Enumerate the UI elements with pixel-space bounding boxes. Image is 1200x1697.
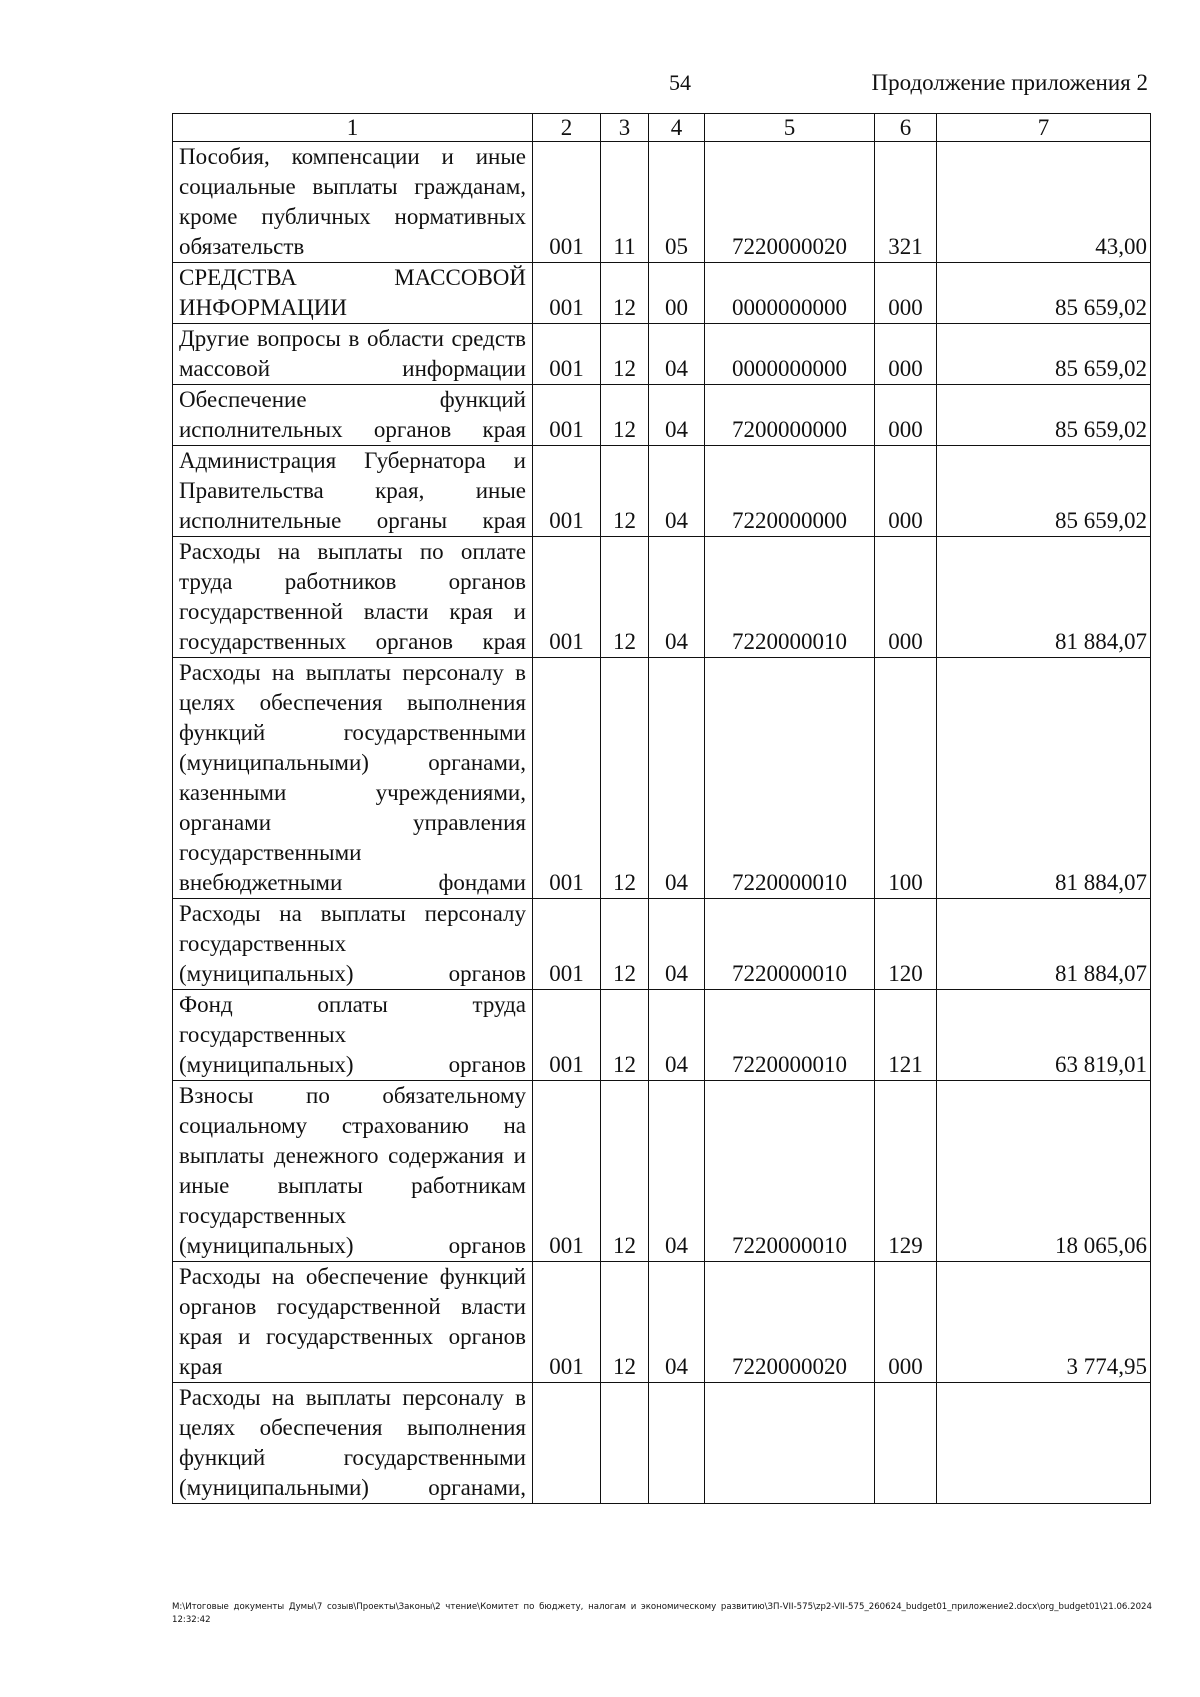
column-header: 4 <box>649 114 705 142</box>
row-subsection-code: 04 <box>649 324 705 385</box>
row-subsection-code: 04 <box>649 899 705 990</box>
row-subsection-code: 04 <box>649 385 705 446</box>
row-expense-type-code: 000 <box>875 263 937 324</box>
row-amount: 3 774,95 <box>937 1262 1151 1383</box>
row-expense-type-code: 120 <box>875 899 937 990</box>
row-section-code: 11 <box>601 142 649 263</box>
row-section-code: 12 <box>601 899 649 990</box>
row-ministry-code: 001 <box>533 1081 601 1262</box>
row-subsection-code: 00 <box>649 263 705 324</box>
row-expense-type-code: 000 <box>875 446 937 537</box>
table-row <box>173 446 1151 537</box>
table-row <box>173 658 1151 899</box>
table-row <box>173 899 1151 990</box>
row-expense-type-code: 000 <box>875 324 937 385</box>
row-amount: 85 659,02 <box>937 263 1151 324</box>
row-section-code: 12 <box>601 658 649 899</box>
row-ministry-code: 001 <box>533 324 601 385</box>
row-ministry-code: 001 <box>533 537 601 658</box>
row-section-code: 12 <box>601 263 649 324</box>
row-expense-type-code: 000 <box>875 537 937 658</box>
row-ministry-code: 001 <box>533 1262 601 1383</box>
table-row <box>173 537 1151 658</box>
row-ministry-code: 001 <box>533 446 601 537</box>
row-description: Пособия, компенсации и иные социальные выплаты гражданам, кроме публичных нормативных обязательств <box>173 142 533 263</box>
row-target-code: 7220000020 <box>705 142 875 263</box>
column-header: 7 <box>937 114 1151 142</box>
row-expense-type-code: 000 <box>875 385 937 446</box>
row-amount: 81 884,07 <box>937 658 1151 899</box>
row-description: Другие вопросы в области средств массовой информации <box>173 324 533 385</box>
table-row <box>173 142 1151 263</box>
table-row <box>173 990 1151 1081</box>
row-subsection-code: 04 <box>649 537 705 658</box>
row-subsection-code: 04 <box>649 658 705 899</box>
row-section-code: 12 <box>601 1081 649 1262</box>
row-description: Расходы на выплаты персоналу в целях обеспечения выполнения функций государственными (муниципальными) органами, <box>173 1383 533 1504</box>
row-target-code: 7200000000 <box>705 385 875 446</box>
row-target-code: 7220000010 <box>705 1081 875 1262</box>
row-ministry-code <box>533 1383 601 1504</box>
row-description: Администрация Губернатора и Правительства края, иные исполнительные органы края <box>173 446 533 537</box>
column-header: 6 <box>875 114 937 142</box>
row-description: Расходы на выплаты по оплате труда работников органов государственной власти края и государственных органов края <box>173 537 533 658</box>
table-row <box>173 385 1151 446</box>
budget-table <box>172 113 1151 1504</box>
row-expense-type-code: 121 <box>875 990 937 1081</box>
row-expense-type-code: 129 <box>875 1081 937 1262</box>
row-subsection-code: 05 <box>649 142 705 263</box>
column-header: 1 <box>173 114 533 142</box>
row-target-code: 7220000010 <box>705 537 875 658</box>
row-subsection-code <box>649 1383 705 1504</box>
row-target-code: 0000000000 <box>705 324 875 385</box>
row-subsection-code: 04 <box>649 446 705 537</box>
row-ministry-code: 001 <box>533 899 601 990</box>
row-target-code: 7220000000 <box>705 446 875 537</box>
row-description: Взносы по обязательному социальному страхованию на выплаты денежного содержания и иные выплаты работникам государственных (муниципальных) органов <box>173 1081 533 1262</box>
row-description: Фонд оплаты труда государственных (муниципальных) органов <box>173 990 533 1081</box>
row-amount: 81 884,07 <box>937 537 1151 658</box>
row-expense-type-code: 321 <box>875 142 937 263</box>
row-section-code: 12 <box>601 1262 649 1383</box>
row-section-code <box>601 1383 649 1504</box>
row-description: Расходы на выплаты персоналу государственных (муниципальных) органов <box>173 899 533 990</box>
column-header: 3 <box>601 114 649 142</box>
continuation-label: Продолжение приложения 2 <box>871 70 1148 95</box>
row-target-code <box>705 1383 875 1504</box>
row-target-code: 0000000000 <box>705 263 875 324</box>
row-target-code: 7220000010 <box>705 899 875 990</box>
row-amount: 81 884,07 <box>937 899 1151 990</box>
row-amount: 85 659,02 <box>937 446 1151 537</box>
row-amount <box>937 1383 1151 1504</box>
document-path-footer: M:\Итоговые документы Думы\7 созыв\Проекты\Законы\2 чтение\Комитет по бюджету, налогам и экономическому развитию\ЗП-VII-575\zp2-VII-575_260624_budget01_приложение2.docx\org_budget01\21.06.2024 12:32:42 <box>172 1602 1152 1625</box>
table-row <box>173 1262 1151 1383</box>
row-target-code: 7220000020 <box>705 1262 875 1383</box>
row-description: СРЕДСТВА МАССОВОЙ ИНФОРМАЦИИ <box>173 263 533 324</box>
row-expense-type-code <box>875 1383 937 1504</box>
row-expense-type-code: 000 <box>875 1262 937 1383</box>
row-subsection-code: 04 <box>649 1081 705 1262</box>
row-section-code: 12 <box>601 537 649 658</box>
row-description: Обеспечение функций исполнительных органов края <box>173 385 533 446</box>
table-row <box>173 324 1151 385</box>
row-section-code: 12 <box>601 446 649 537</box>
row-target-code: 7220000010 <box>705 990 875 1081</box>
row-amount: 18 065,06 <box>937 1081 1151 1262</box>
page-number: 54 <box>669 70 691 95</box>
row-section-code: 12 <box>601 990 649 1081</box>
row-amount: 43,00 <box>937 142 1151 263</box>
column-header: 2 <box>533 114 601 142</box>
table-row <box>173 1081 1151 1262</box>
row-subsection-code: 04 <box>649 1262 705 1383</box>
row-section-code: 12 <box>601 324 649 385</box>
row-amount: 85 659,02 <box>937 385 1151 446</box>
row-description: Расходы на выплаты персоналу в целях обеспечения выполнения функций государственными (муниципальными) органами, казенными учреждениями, органами управления государственными внебюджетными фондами <box>173 658 533 899</box>
row-subsection-code: 04 <box>649 990 705 1081</box>
row-section-code: 12 <box>601 385 649 446</box>
table-row <box>173 1383 1151 1504</box>
row-target-code: 7220000010 <box>705 658 875 899</box>
row-expense-type-code: 100 <box>875 658 937 899</box>
row-amount: 63 819,01 <box>937 990 1151 1081</box>
row-ministry-code: 001 <box>533 385 601 446</box>
table-header-row <box>173 114 1151 142</box>
row-amount: 85 659,02 <box>937 324 1151 385</box>
row-ministry-code: 001 <box>533 990 601 1081</box>
row-ministry-code: 001 <box>533 263 601 324</box>
row-ministry-code: 001 <box>533 658 601 899</box>
row-description: Расходы на обеспечение функций органов государственной власти края и государственных органов края <box>173 1262 533 1383</box>
column-header: 5 <box>705 114 875 142</box>
table-row <box>173 263 1151 324</box>
row-ministry-code: 001 <box>533 142 601 263</box>
